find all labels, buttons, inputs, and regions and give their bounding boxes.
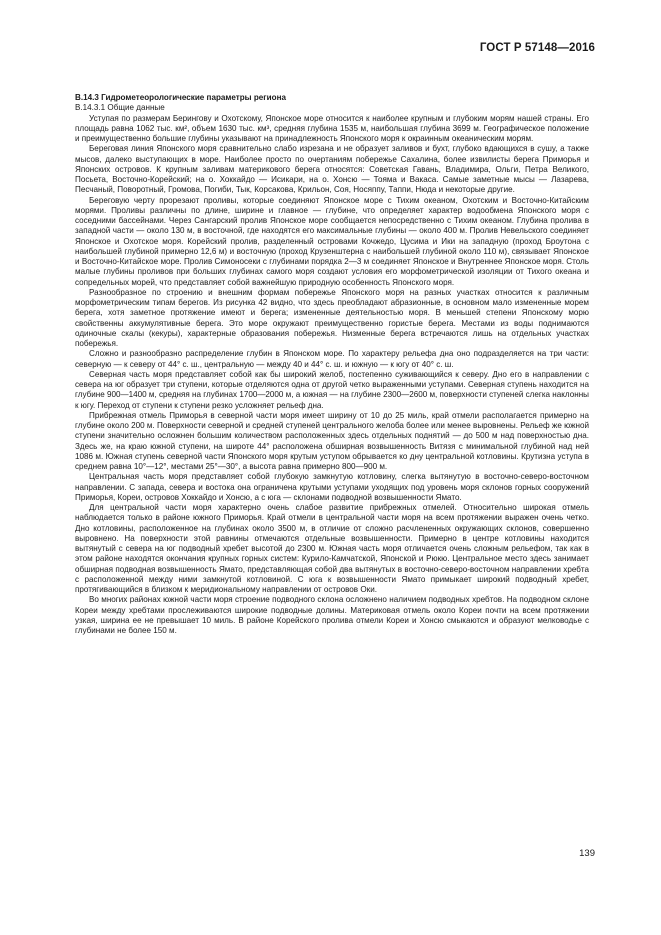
paragraph: Сложно и разнообразно распределение глубин в Японском море. По характеру рельефа дна оно подразделяется на три части: северную — к северу от 44° с. ш., центральную — между 40 и 44° с. ш. и южную — к югу от 40° с. ш.: [75, 349, 589, 369]
document-id-header: ГОСТ Р 57148—2016: [479, 42, 595, 54]
paragraph: Разнообразное по строению и внешним формам побережье Японского моря на разных участках относится к различным морфометрическим типам берегов. Из рисунка 42 видно, что здесь преобладают абразионные, в основном мало измененные морем берега, хотя заметное протяжение имеют и берега; измененные деятельностью моря. В меньшей степени Японскому морю свойственны аккумулятивные берега. Это море окружают преимущественно гористые берега. Местами из воды поднимаются одиночные скалы (кекуры), характерные образования побережья. Низменные берега встречаются лишь на отдельных участках побережья.: [75, 287, 589, 348]
page-number: 139: [579, 848, 595, 859]
paragraph: Береговая линия Японского моря сравнительно слабо изрезана и не образует заливов и бухт, глубоко вдающихся в сушу, а также мысов, далеко выступающих в море. Наиболее просто по очертаниям побережье Сахалина, более извилисты берега Приморья и Японских островов. К крупным заливам материкового берега относятся: Советская Гавань, Владимира, Ольги, Петра Великого, Посьета, Восточно-Корейский; на о. Хоккайдо — Исикари, на о. Хонсю — Тояма и Вакаса. Самые заметные мысы — Лазарева, Песчаный, Поворотный, Громова, Погиби, Тык, Корсакова, Крильон, Соя, Носяппу, Таппи, Нюда и некоторые другие.: [75, 144, 589, 195]
paragraph: Для центральной части моря характерно очень слабое развитие прибрежных отмелей. Относительно широкая отмель наблюдается только в районе южного Приморья. Край отмели в центральной части моря на всем протяжении выражен очень четко. Дно котловины, расположенное на глубинах около 3500 м, в отличие от сложно расчлененных окружающих склонов, совершенно выровнено. На поверхности этой равнины отмечаются отдельные возвышенности. Примерно в центре котловины находится вытянутый с севера на юг подводный хребет высотой до 2300 м. Южная часть моря отличается очень сложным рельефом, так как в этом районе находятся окончания крупных горных систем: Курило-Камчатской, Японской и Рюкю. Центральное место здесь занимает обширная подводная возвышенность Ямато, представляющая собой два вытянутых в восточно-северо-восточном направлении хребта с расположенной между ними замкнутой котловиной. С юга к возвышенности Ямато примыкает широкий подводный хребет, протягивающийся в близком к меридиональному направлении от островов Оки.: [75, 503, 589, 594]
paragraph: Во многих районах южной части моря строение подводного склона осложнено наличием подводных хребтов. На подводном склоне Кореи между хребтами прослеживаются широкие подводные долины. Материковая отмель около Кореи почти на всем протяжении узкая, ширина ее не превышает 10 миль. В районе Корейского пролива отмели Кореи и Хонсю смыкаются и образуют мелководье с глубинами не более 150 м.: [75, 595, 589, 635]
paragraph: Уступая по размерам Берингову и Охотскому, Японское море относится к наиболее крупным и глубоким морям нашей страны. Его площадь равна 1062 тыс. км², объем 1630 тыс. км³, средняя глубина 1535 м, наибольшая глубина 3699 м. Географическое положение и преимущественно большие глубины указывают на принадлежность Японского моря к окраинным океаническим морям.: [75, 113, 589, 143]
paragraph: Северная часть моря представляет собой как бы широкий желоб, постепенно суживающийся к северу. Дно его в направлении с севера на юг образует три ступени, которые отделяются одна от другой четко выраженными уступами. Северная ступень находится на глубине 900—1400 м, средняя на глубинах 1700—2000 м, а южная — на глубине 2300—2600 м, поверхности ступеней слегка наклонны к югу. Переход от ступени к ступени резко усложняет рельеф дна.: [75, 369, 589, 410]
page-body: [75, 93, 589, 636]
paragraph: Прибрежная отмель Приморья в северной части моря имеет ширину от 10 до 25 миль, край отмели располагается примерно на глубине около 200 м. Поверхности северной и средней ступеней центрального желоба более или менее выровнены. Рельеф же южной ступени значительно осложнен большим количеством расположенных здесь отдельных поднятий — до 500 м над поверхностью дна. Здесь же, на краю южной ступени, на широте 44° расположена обширная возвышенность Витязя с минимальной глубиной над ней 1086 м. Южная ступень северной части Японского моря крутым уступом обрывается ко дну центральной котловины. Крутизна уступа в среднем равна 10°—12°, местами 25°—30°, а высота равна примерно 800—900 м.: [75, 410, 589, 471]
paragraph: Береговую черту прорезают проливы, которые соединяют Японское море с Тихим океаном, Охотским и Восточно-Китайским морями. Проливы различны по длине, ширине и главное — глубине, что определяет характер водообмена Японского моря с соседними бассейнами. Через Сангарский пролив Японское море сообщается непосредственно с Тихим океаном. Глубина пролива в западной части — около 130 м, в восточной, где находятся его максимальные глубины — около 400 м. Пролив Невельского соединяет Японское и Охотское моря. Корейский пролив, разделенный островами Кочжедо, Цусима и Ики на западную (проход Броутона с наибольшей глубиной примерно 12,6 м) и восточную (проход Крузенштерна с наибольшей глубиной около 110 м), связывает Японское и Восточно-Китайское море. Пролив Симоносеки с глубинами порядка 2—3 м соединяет Японское и Внутреннее Японское моря. Столь малые глубины проливов при больших глубинах самого моря создают условия его морфометрической изоляции от Тихого океана и сопредельных морей, что представляет собой важнейшую природную особенность Японского моря.: [75, 195, 589, 287]
subsection-heading: В.14.3.1 Общие данные: [75, 103, 165, 113]
section-heading: В.14.3 Гидрометеорологические параметры региона: [75, 93, 286, 102]
paragraph: Центральная часть моря представляет собой глубокую замкнутую котловину, слегка вытянутую в восточно-северо-восточном направлении. С запада, севера и востока она ограничена крутыми уступами уходящих под уровень моря склонов горных сооружений Приморья, Кореи, островов Хоккайдо и Хонсю, а с юга — склонами подводной возвышенности Ямато.: [75, 472, 589, 502]
